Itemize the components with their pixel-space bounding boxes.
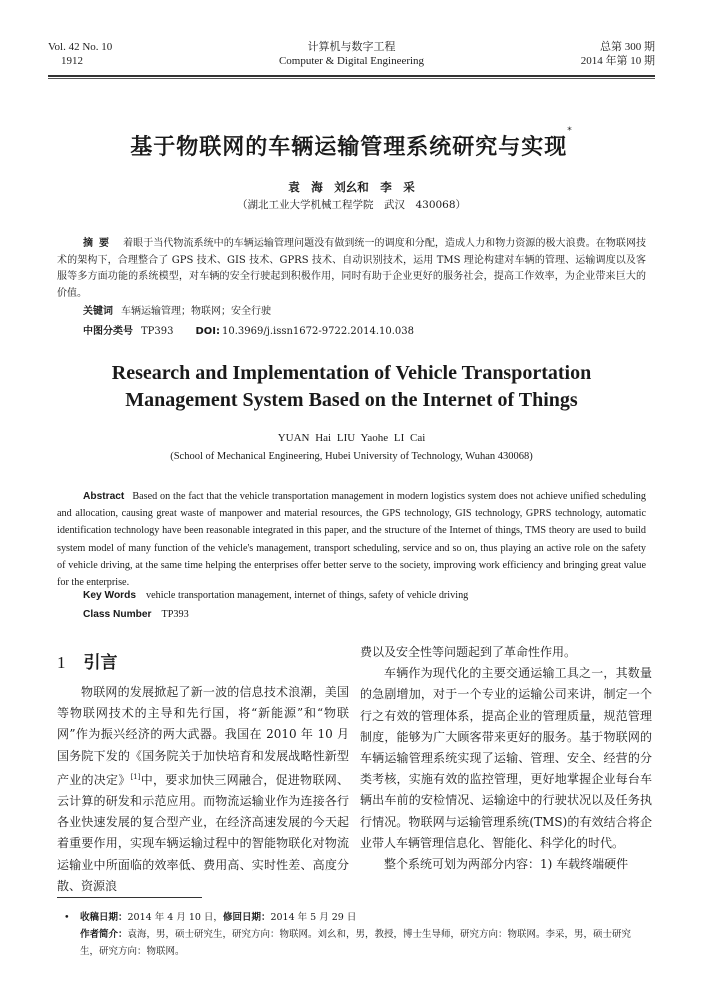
- header-rule-thin: [48, 78, 655, 79]
- bio-text: 袁海，男，硕士研究生，研究方向：物联网。刘幺和，男，教授，博士生导师，研究方向：物联网。李采，男，硕士研究生，研究方向：物联网。: [80, 929, 632, 957]
- revised-date: 2014 年 5 月 29 日: [270, 912, 357, 923]
- class-number-en: TP393: [161, 609, 189, 620]
- received-label: 收稿日期：: [80, 912, 128, 923]
- paper-title-cn: [0, 126, 703, 161]
- body-column-right: [360, 640, 652, 875]
- title-line-1: Research and Implementation of Vehicle Transportation: [111, 362, 592, 384]
- citation-link[interactable]: [1]: [130, 772, 141, 781]
- running-header: [48, 40, 655, 76]
- section-number: 1: [57, 653, 66, 672]
- body-paragraph: 整个系统可划为两部分内容：1) 车载终端硬件: [384, 857, 629, 872]
- abstract-label-cn: 摘要: [83, 238, 116, 249]
- doi-value: 10.3969/j.issn1672-9722.2014.10.038: [222, 326, 415, 337]
- footnote-rule: [57, 897, 202, 898]
- abstract-label-en: Abstract: [83, 491, 125, 502]
- title-text-cn: 基于物联网的车辆运输管理系统研究与实现: [130, 135, 568, 160]
- header-rule: [48, 75, 655, 77]
- authors-cn: 袁 海 刘幺和 李 采: [288, 180, 415, 194]
- class-label-en: Class Number: [83, 609, 152, 620]
- class-label-cn: 中图分类号: [83, 326, 133, 337]
- title-line-2: Management System Based on the Internet of Things: [125, 389, 578, 411]
- keywords-label-cn: 关键词: [83, 306, 113, 317]
- page-number: 1912: [61, 55, 83, 67]
- section-title: 引言: [83, 653, 118, 673]
- section-heading-1: [57, 652, 349, 674]
- footnote: [64, 909, 646, 960]
- header-right: [581, 40, 655, 68]
- classification-cn: [83, 322, 414, 337]
- title-footnote-mark: *: [567, 126, 573, 136]
- affiliation-cn: （湖北工业大学机械工程学院 武汉 430068）: [236, 199, 467, 211]
- keywords-text-cn: 车辆运输管理；物联网；安全行驶: [121, 306, 271, 317]
- issue-label: 2014 年第 10 期: [580, 55, 655, 67]
- body-paragraph: 车辆作为现代化的主要交通运输工具之一，其数量的急剧增加，对于一个专业的运输公司来讲，制定一个行之有效的管理体系，提高企业的管理质量，规范管理制度，能够为广大顾客带来更好的服务。基于物联网的车辆运输管理系统实现了运输、管理、安全、经营的分类考核，实施有效的监控管理，更好地掌握企业每台车辆出车前的安检情况、运输途中的行驶状况以及任务执行情况。物联网与运输管理系统(TMS)的有效结合将企业带人车辆管理信息化、智能化、科学化的时代。: [360, 666, 652, 850]
- footnote-bio: [80, 926, 646, 960]
- total-issue: 总第 300 期: [600, 41, 655, 53]
- paper-title-en: [0, 360, 703, 414]
- volume-label: Vol. 42 No. 10: [48, 41, 113, 53]
- class-number-cn: TP393: [141, 326, 174, 337]
- journal-name-en: Computer & Digital Engineering: [278, 55, 425, 67]
- paragraph-text: 中，要求加快三网融合，促进物联网、云计算的研发和示范应用。而物流运输业作为连接各行各业快速发展的复合型产业，在经济高速发展的今天起着重要作用，实现车辆运输过程中的智能物联化对物流运输业中所面临的效率低、费用高、实时性差、高度分散、资源浪: [57, 772, 349, 893]
- keywords-en: [83, 590, 468, 601]
- paragraph-text: 物联网的发展掀起了新一波的信息技术浪潮，美国等物联网技术的主导和先行国，将“新能源”和“物联网”作为振兴经济的两大武器。我国在 2010 年 10 月国务院下发的《国务院关于加快培育和发展战略性新型产业的决定》: [57, 685, 349, 787]
- keywords-cn: [83, 302, 271, 317]
- footnote-bullet: •: [64, 912, 70, 923]
- body-paragraph-continued: 费以及安全性等问题起到了革命性作用。: [360, 645, 577, 659]
- abstract-text-cn: 着眼于当代物流系统中的车辆运输管理问题没有做到统一的调度和分配，造成人力和物力资源的极大浪费。在物联网技术的架构下，合理整合了 GPS 技术、GIS 技术、GPRS 技术、自动识别技术，运用 TMS 理论构建对车辆的管理、运输调度以及客服等多方面功能的系统模型，对车辆的安全行驶起到积极作用，同时有助于企业更好的服务社会，提高工作效率，为企业带来巨大的价值。: [57, 238, 647, 299]
- journal-name-cn: 计算机与数字工程: [307, 41, 396, 53]
- bio-label: 作者简介：: [80, 929, 128, 940]
- keywords-text-en: vehicle transportation management, internet of things, safety of vehicle driving: [146, 590, 469, 601]
- body-column-left: [57, 640, 349, 897]
- abstract-text-en: Based on the fact that the vehicle transportation management in modern logistics system does not achieve unified scheduling and allocation, causing great waste of manpower and material resources, the GPS technology, GIS technology, GPRS technology, automatic identification technology have been reasonable integrated in this paper, and the structure of the Internet of things, TMS theory are used to build system model of many function of the vehicle's management, transport scheduling, service and so on, thus playing an active role on the safety of vehicle driving, at the same time helping the enterprises offer better serve to the society, improving work efficiency and bringing great value for the enterprise.: [57, 491, 646, 589]
- doi-label: DOI:: [195, 326, 221, 337]
- abstract-cn: [57, 236, 646, 302]
- footnote-dates: [80, 909, 646, 926]
- revised-label: 修回日期：: [222, 912, 271, 923]
- received-date: 2014 年 4 月 10 日，: [127, 912, 223, 923]
- keywords-label-en: Key Words: [83, 590, 137, 601]
- authors-en: YUAN Hai LIU Yaohe LI Cai: [277, 432, 426, 444]
- affiliation-en: (School of Mechanical Engineering, Hubei University of Technology, Wuhan 430068): [170, 451, 533, 462]
- classification-en: [83, 609, 189, 620]
- header-center: [48, 40, 655, 68]
- abstract-en: [57, 488, 646, 591]
- body-paragraph: [57, 682, 349, 897]
